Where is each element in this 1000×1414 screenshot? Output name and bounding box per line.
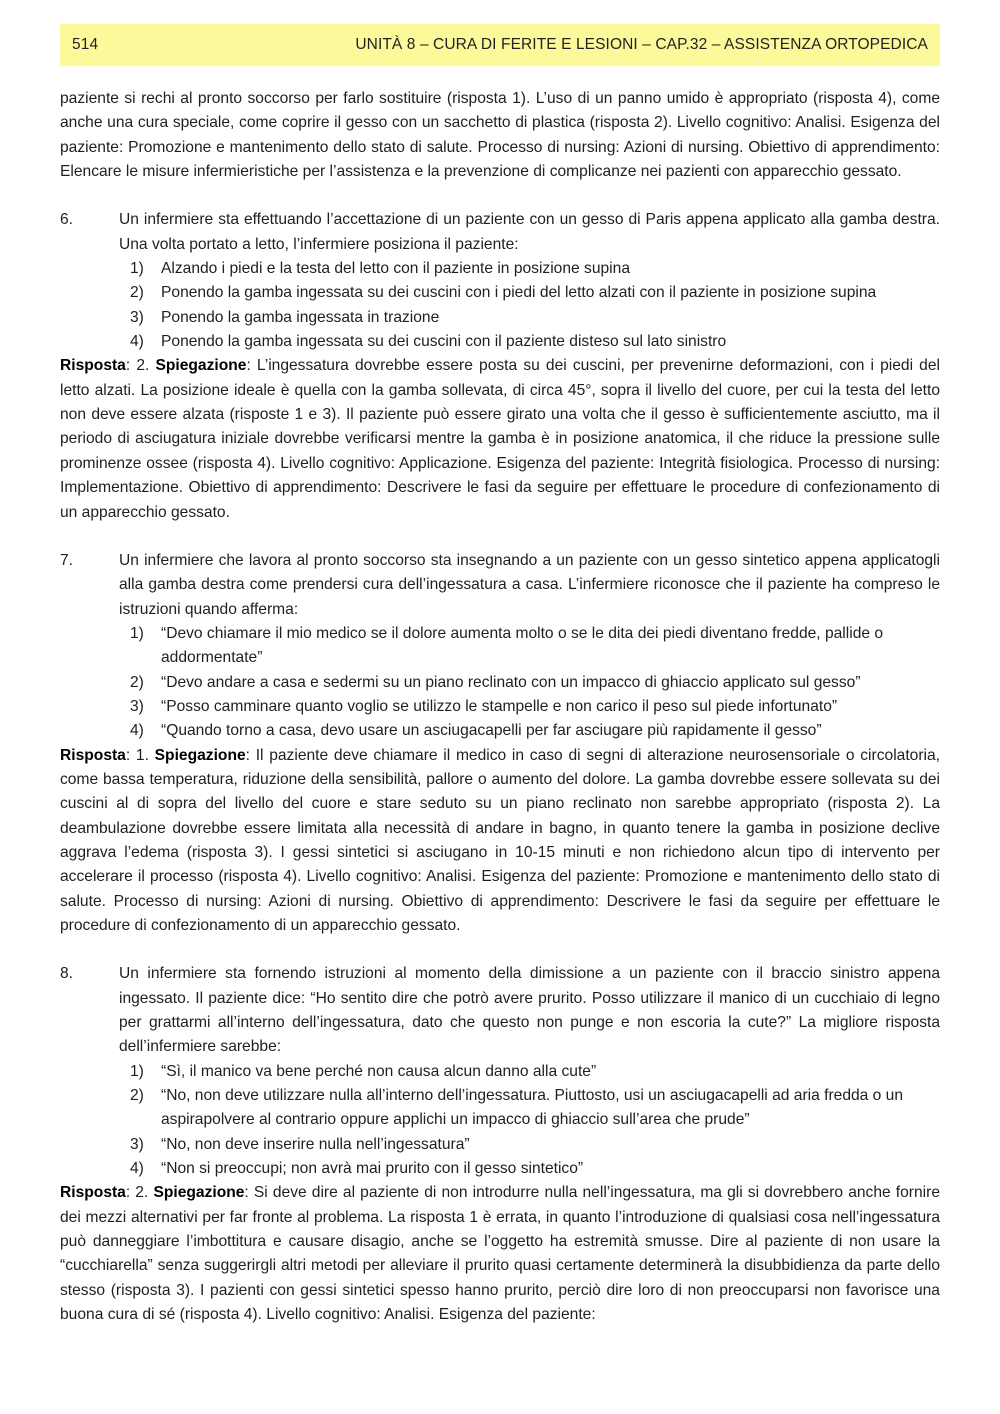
option-number: 2) (130, 1087, 144, 1105)
option-text: Ponendo la gamba ingessata in trazione (161, 308, 440, 326)
answer-options (130, 257, 940, 354)
question-text: Un infermiere che lavora al pronto soccorso sta insegnando a un paziente con un gesso sintetico appena applicatogli alla gamba destra come prendersi cura dell’ingessatura a casa. L’infermiere riconosce che il paziente ha compreso le istruzioni quando afferma: (119, 551, 940, 618)
question-stem (60, 549, 940, 622)
spiegazione-label: Spiegazione (153, 1184, 245, 1202)
option-number: 4) (130, 1160, 144, 1178)
option-number: 3) (130, 1135, 144, 1153)
option-number: 4) (130, 722, 144, 740)
option-text: “Quando torno a casa, devo usare un asciugacapelli per far asciugare più rapidamente il gesso” (161, 722, 822, 740)
option-number: 3) (130, 697, 144, 715)
question-stem (60, 962, 940, 1059)
intro-paragraph: paziente si rechi al pronto soccorso per farlo sostituire (risposta 1). L’uso di un panno umido è appropriato (risposta 4), come anche una cura speciale, come coprire il gesso con un sacchetto di plastica (risposta 2). Livello cognitivo: Analisi. Esigenza del paziente: Promozione e mantenimento dello stato di salute. Processo di nursing: Azioni di nursing. Obiettivo di apprendimento: Elencare le misure infermieristiche per l’assistenza e la prevenzione di complicanze nei pazienti con apparecchio gessato. (60, 90, 940, 181)
answer-explanation (60, 1181, 940, 1327)
question-7 (60, 549, 940, 939)
explanation-text: : Si deve dire al paziente di non introdurre nulla nell’ingessatura, ma gli si dovrebbero anche fornire dei mezzi alternativi per far fronte al problema. La risposta 1 è errata, in quanto l’introduzione di qualsiasi cosa nell’ingessatura può danneggiare l’imbottitura e causare disagio, anche se l’oggetto ha estremità smusse. Dire al paziente di non usare la “cucchiarella” senza suggerirgli altri metodi per alleviare il prurito quasi certamente determinerà la disubbidienza da parte dello stesso (risposta 3). I pazienti con gessi sintetici spesso hanno prurito, perciò dire loro di non preoccuparsi non favorisce una buona cura di sé (risposta 4). Livello cognitivo: Analisi. Esigenza del paziente: (60, 1184, 940, 1324)
option-number: 4) (130, 333, 144, 351)
option-text: “Non si preoccupi; non avrà mai prurito con il gesso sintetico” (161, 1160, 584, 1178)
question-number: 8. (60, 965, 74, 983)
question-text: Un infermiere sta effettuando l’accettazione di un paziente con un gesso di Paris appena applicato alla gamba destra. Una volta portato a letto, l’infermiere posiziona il paziente: (119, 211, 940, 253)
answer-option (130, 330, 940, 354)
answer-options (130, 1060, 940, 1182)
option-number: 2) (130, 673, 144, 691)
option-text: Ponendo la gamba ingessata su dei cuscini con il paziente disteso sul lato sinistro (161, 333, 727, 351)
answer-option (130, 671, 940, 695)
answer-option (130, 1084, 940, 1133)
option-text: “Sì, il manico va bene perché non causa alcun danno alla cute” (161, 1062, 597, 1080)
answer-option (130, 695, 940, 719)
option-text: “Devo andare a casa e sedermi su un piano reclinato con un impacco di ghiaccio applicato sul gesso” (161, 673, 861, 691)
answer-explanation (60, 354, 940, 524)
answer-option (130, 622, 940, 671)
question-stem (60, 208, 940, 257)
answer-value: : 1. (125, 746, 155, 764)
question-8 (60, 962, 940, 1327)
answer-option (130, 306, 940, 330)
option-number: 1) (130, 1062, 144, 1080)
spiegazione-label: Spiegazione (154, 746, 246, 764)
option-text: “No, non deve utilizzare nulla all’interno dell’ingessatura. Piuttosto, usi un asciugacapelli ad aria fredda o un aspirapolvere al contrario oppure applichi un impacco di ghiaccio sull’area che prude” (161, 1087, 904, 1129)
answer-option (130, 1157, 940, 1181)
option-number: 1) (130, 260, 144, 278)
answer-option (130, 257, 940, 281)
page-header (60, 24, 940, 66)
option-number: 3) (130, 308, 144, 326)
chapter-title: UNITÀ 8 – CURA DI FERITE E LESIONI – CAP.32 – ASSISTENZA ORTOPEDICA (355, 36, 928, 53)
question-number: 6. (60, 211, 74, 229)
answer-option (130, 281, 940, 305)
option-text: Ponendo la gamba ingessata su dei cuscini con i piedi del letto alzati con il paziente in posizione supina (161, 284, 877, 302)
spiegazione-label: Spiegazione (155, 357, 247, 375)
risposta-label: Risposta (60, 357, 126, 375)
explanation-text: : Il paziente deve chiamare il medico in caso di segni di alterazione neurosensoriale o circolatoria, come bassa temperatura, riduzione della sensibilità, pallore o aumento del dolore. La gamba dovrebbe essere sollevata su dei cuscini al di sopra del livello del cuore e stare seduto su un piano reclinato non sarebbe appropriato (risposta 2). La deambulazione dovrebbe essere limitata alla necessità di andare in bagno, in quanto tenere la gamba in posizione declive aggrava l’edema (risposta 3). I gessi sintetici si asciugano in 10-15 minuti e non richiedono alcun tipo di intervento per accelerare il processo (risposta 4). Livello cognitivo: Analisi. Esigenza del paziente: Promozione e mantenimento dello stato di salute. Processo di nursing: Azioni di nursing. Obiettivo di apprendimento: Descrivere le fasi da seguire per effettuare le procedure di confezionamento di un apparecchio gessato. (60, 746, 940, 934)
option-text: “No, non deve inserire nulla nell’ingessatura” (161, 1135, 470, 1153)
answer-option (130, 1060, 940, 1084)
risposta-label: Risposta (60, 746, 126, 764)
page-number: 514 (72, 36, 99, 53)
option-number: 1) (130, 624, 144, 642)
option-text: “Devo chiamare il mio medico se il dolore aumenta molto o se le dita dei piedi diventano fredde, pallide o addormentate” (161, 624, 884, 667)
question-text: Un infermiere sta fornendo istruzioni al momento della dimissione a un paziente con il braccio sinistro appena ingessato. Il paziente dice: “Ho sentito dire che potrò avere prurito. Posso utilizzare il manico di un cucchiaio di legno per grattarmi all’interno dell’ingessatura, dato che questo non punge e non escoria la cute?” La migliore risposta dell’infermiere sarebbe: (119, 965, 940, 1056)
page-content (60, 87, 940, 1328)
question-number: 7. (60, 551, 74, 569)
answer-value: : 2. (125, 1184, 154, 1202)
option-number: 2) (130, 284, 144, 302)
explanation-text: : L’ingessatura dovrebbe essere posta su dei cuscini, per prevenirne deformazioni, con i piedi del letto alzati. La posizione ideale è quella con la gamba sollevata, di circa 45°, sopra il livello del cuore, per cui la testa del letto non deve essere alzata (risposte 1 e 3). Il paziente può essere girato una volta che il gesso è sufficientemente asciutto, ma il periodo di asciugatura iniziale dovrebbe verificarsi mentre la gamba è in posizione anatomica, il che riduce la pressione sulle prominenze ossee (risposta 4). Livello cognitivo: Applicazione. Esigenza del paziente: Integrità fisiologica. Processo di nursing: Implementazione. Obiettivo di apprendimento: Descrivere le fasi da seguire per effettuare le procedure di confezionamento di un apparecchio gessato. (60, 357, 940, 521)
risposta-label: Risposta (60, 1184, 126, 1202)
answer-options (130, 622, 940, 744)
question-6 (60, 208, 940, 524)
answer-option (130, 1133, 940, 1157)
option-text: Alzando i piedi e la testa del letto con il paziente in posizione supina (161, 260, 630, 278)
answer-explanation (60, 744, 940, 939)
answer-option (130, 719, 940, 743)
answer-value: : 2. (125, 357, 156, 375)
option-text: “Posso camminare quanto voglio se utilizzo le stampelle e non carico il peso sul piede infortunato” (161, 697, 838, 715)
